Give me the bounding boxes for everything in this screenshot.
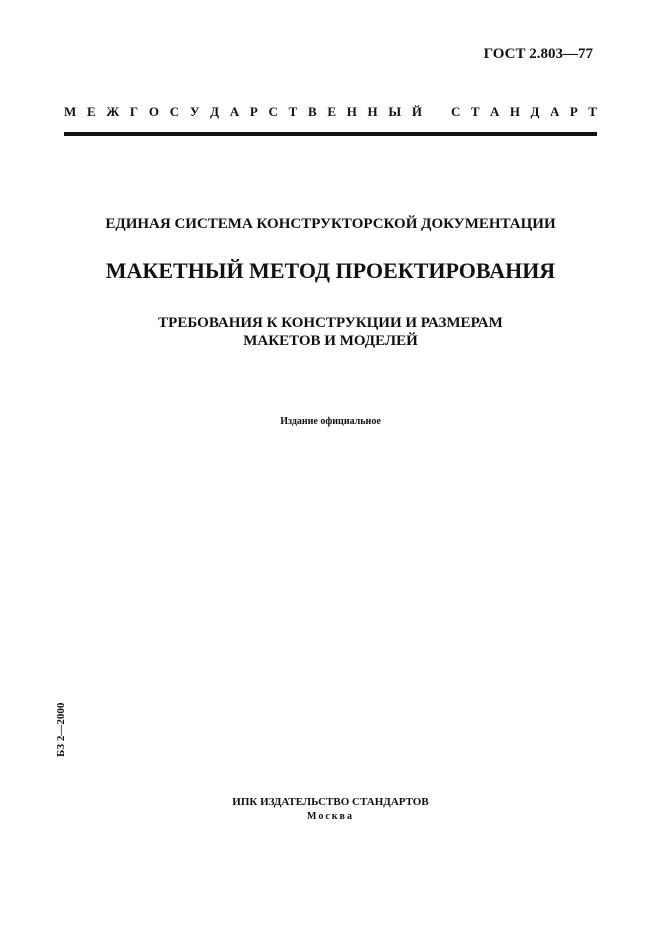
edition-note: Издание официальное [280,416,381,427]
side-code: БЗ 2—2000 [55,702,67,757]
subtitle-line-2: МАКЕТОВ И МОДЕЛЕЙ [243,333,418,349]
banner-letter: О [148,104,160,119]
system-title: ЕДИНАЯ СИСТЕМА КОНСТРУКТОРСКОЙ ДОКУМЕНТАЦИИ [105,216,556,232]
banner-letter: С [451,104,461,119]
document-number: ГОСТ 2.803—77 [483,46,593,62]
banner-letter: Г [129,104,139,119]
banner-word-standard [451,104,597,120]
banner-letter: Т [470,104,480,119]
main-title: МАКЕТНЫЙ МЕТОД ПРОЕКТИРОВАНИЯ [105,258,556,283]
banner-letter: Н [367,104,378,119]
banner-letter: Ж [106,104,120,119]
banner-letter: А [490,104,500,119]
banner-letter: Р [249,104,258,119]
banner-letter: У [189,104,200,119]
banner-letter: А [549,104,560,119]
banner-letter: Т [588,104,597,119]
banner-letter: М [64,104,77,119]
standard-banner [64,104,597,120]
banner-rule [64,132,597,136]
banner-letter: Д [530,104,540,119]
banner-letter: А [229,104,240,119]
banner-letter: Т [288,104,298,119]
banner-word-interstate [64,104,422,120]
banner-letter: Н [509,104,521,119]
city: Москва [307,811,354,822]
banner-letter: С [169,104,180,119]
subtitle-line-1: ТРЕБОВАНИЯ К КОНСТРУКЦИИ И РАЗМЕРАМ [158,315,503,331]
banner-letter: Д [210,104,220,119]
banner-letter: Е [327,104,336,119]
banner-letter: Р [569,104,578,119]
banner-letter: Ы [388,104,402,119]
banner-letter: Й [411,104,422,119]
banner-letter: С [268,104,278,119]
banner-letter: В [307,104,317,119]
subtitle [0,314,661,350]
banner-letter: Е [86,104,96,119]
publisher: ИПК ИЗДАТЕЛЬСТВО СТАНДАРТОВ [232,796,429,808]
banner-letter: Н [346,104,357,119]
